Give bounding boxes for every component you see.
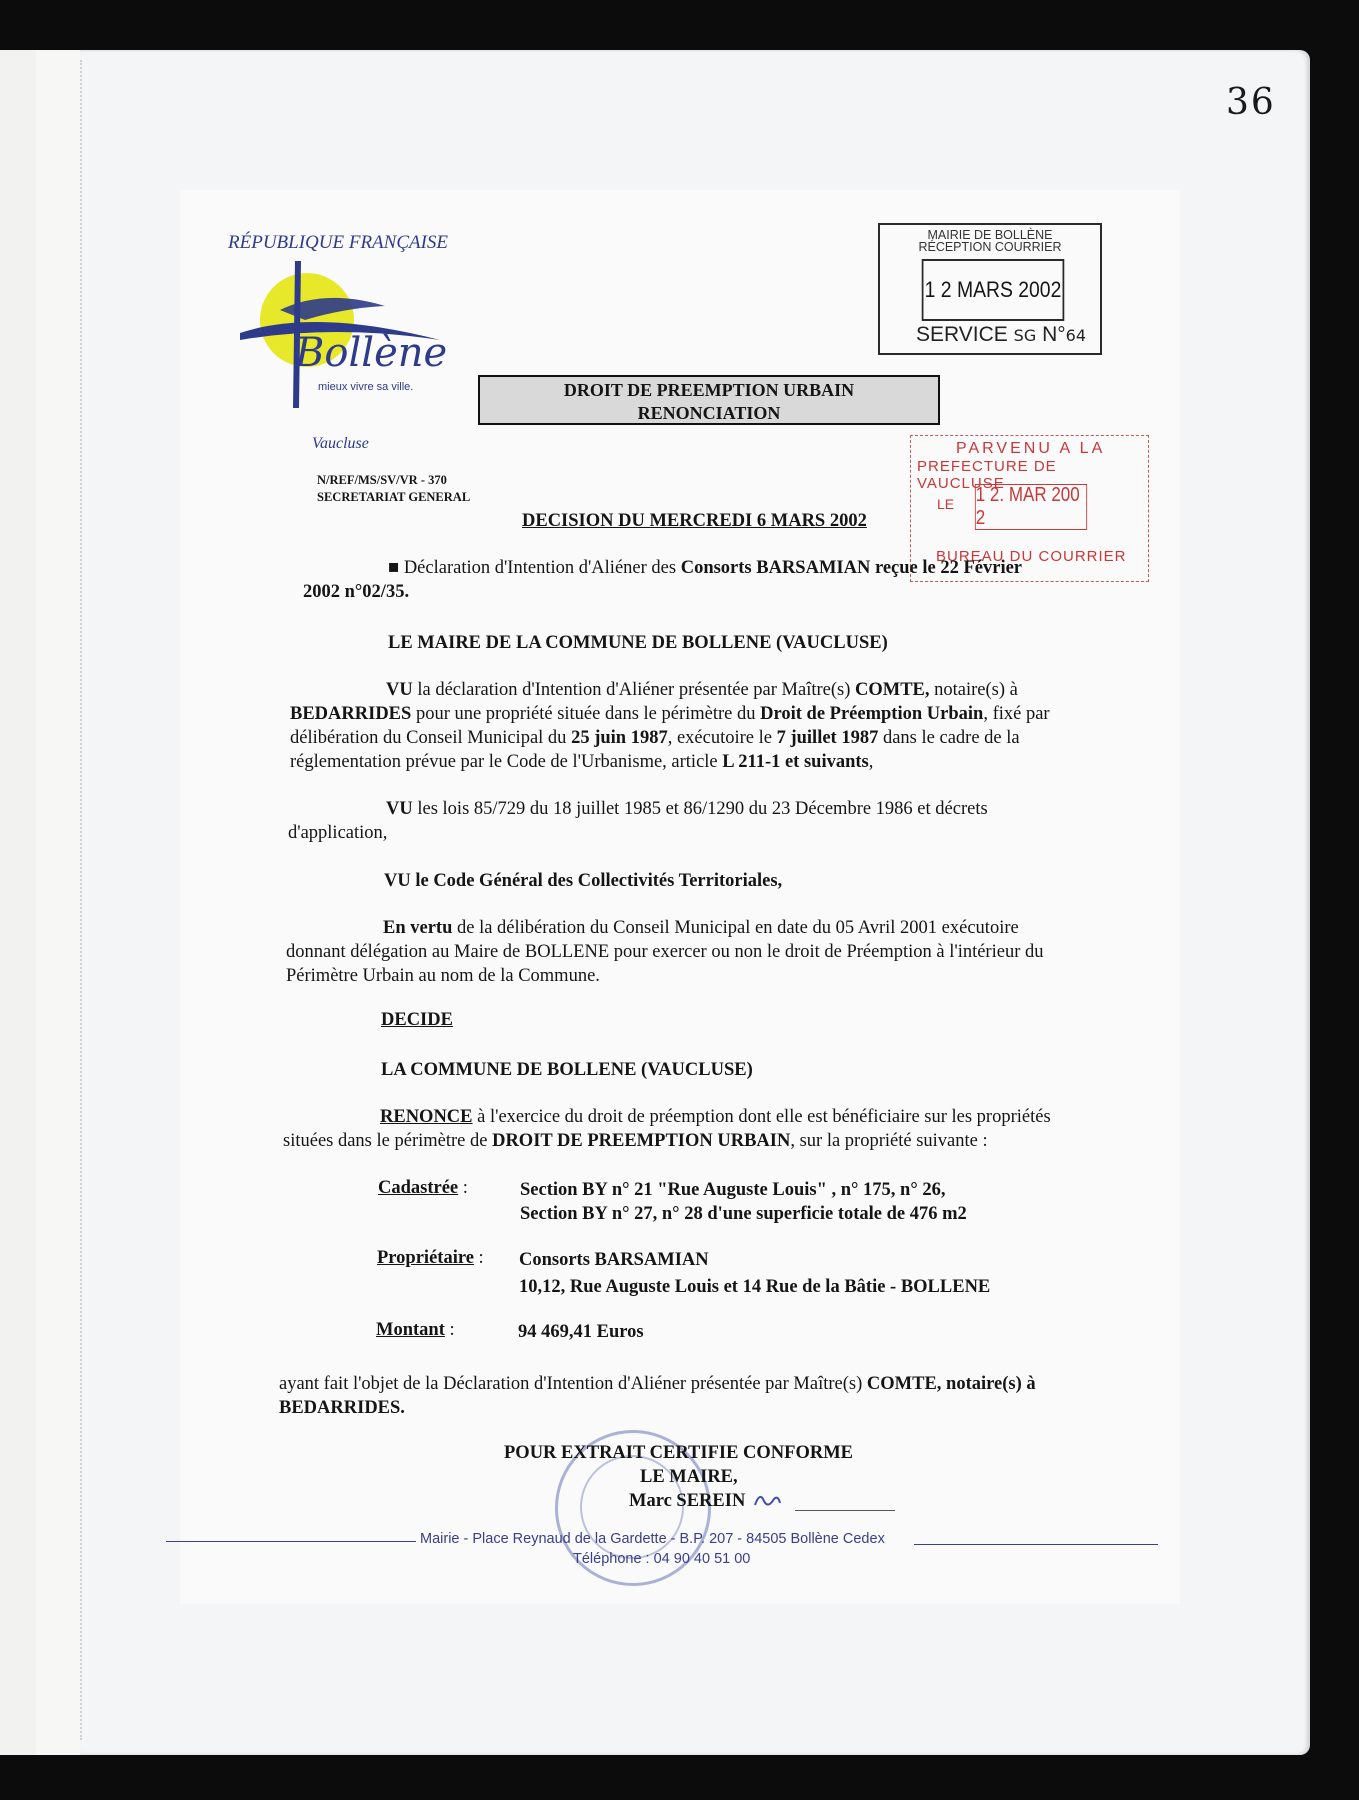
cadastre-label: Cadastrée : — [378, 1178, 468, 1198]
decision-heading: DECISION DU MERCREDI 6 MARS 2002 — [522, 511, 867, 531]
prefecture-stamp-line3: BUREAU DU COURRIER — [936, 548, 1127, 565]
vu3-line: VU le Code Général des Collectivités Territoriales, — [384, 871, 783, 891]
footer-rule-left — [166, 1541, 416, 1542]
dia-line2: 2002 n°02/35. — [303, 582, 410, 602]
commune-heading: LA COMMUNE DE BOLLENE (VAUCLUSE) — [381, 1060, 753, 1080]
binder-spine — [36, 50, 83, 1755]
vu2-line2: d'application, — [288, 823, 388, 843]
amount-value: 94 469,41 Euros — [518, 1322, 644, 1342]
en-vertu-line1: En vertu de la délibération du Conseil Municipal en date du 05 Avril 2001 exécutoire — [383, 918, 1019, 938]
service-name: SECRETARIAT GENERAL — [317, 490, 471, 504]
vu2-line1: VU les lois 85/729 du 18 juillet 1985 et 86/1290 du 23 Décembre 1986 et décrets — [386, 799, 988, 819]
closing-line2: BEDARRIDES. — [279, 1398, 405, 1418]
document-title-line1: DROIT DE PREEMPTION URBAIN — [563, 380, 855, 400]
handwritten-initial — [752, 1487, 782, 1512]
signature-line1: POUR EXTRAIT CERTIFIE CONFORME — [504, 1443, 853, 1463]
bollene-logo — [235, 258, 465, 418]
owner-line1: Consorts BARSAMIAN — [519, 1250, 709, 1270]
vu1-line4: réglementation prévue par le Code de l'Urbanisme, article L 211-1 et suivants, — [290, 752, 874, 772]
footer-rule-right — [914, 1544, 1158, 1545]
document-title-box — [478, 375, 940, 425]
reception-stamp — [878, 223, 1102, 355]
maire-heading: LE MAIRE DE LA COMMUNE DE BOLLENE (VAUCLUSE) — [388, 633, 888, 653]
prefecture-stamp-line2: PREFECTURE DE VAUCLUSE — [917, 458, 1057, 492]
reception-stamp-date: 1 2 MARS 2002 — [922, 259, 1065, 321]
reception-stamp-service: SERVICE SG N°64 — [916, 323, 1087, 346]
binding-stitch — [80, 60, 82, 1740]
logo-wordmark: Bollène — [295, 330, 448, 376]
owner-label: Propriétaire : — [377, 1248, 484, 1268]
reference-block — [317, 472, 470, 506]
reception-stamp-line2: RÉCEPTION COURRIER — [918, 240, 1062, 254]
cadastre-line1: Section BY n° 21 "Rue Auguste Louis" , n° 175, n° 26, — [520, 1180, 946, 1200]
en-vertu-line3: Périmètre Urbain au nom de la Commune. — [286, 966, 600, 986]
renonce-line2: situées dans le périmètre de DROIT DE PREEMPTION URBAIN, sur la propriété suivante : — [283, 1131, 988, 1151]
prefecture-stamp-le: LE — [937, 496, 955, 512]
prefecture-stamp-date: 1 2. MAR 200 2 — [975, 484, 1087, 530]
en-vertu-line2: donnant délégation au Maire de BOLLENE pour exercer ou non le droit de Préemption à l'intérieur du — [286, 942, 1044, 962]
department-label: Vaucluse — [312, 435, 369, 452]
signature-line2: LE MAIRE, — [640, 1467, 738, 1487]
vu1-line2: BEDARRIDES pour une propriété située dans le périmètre du Droit de Préemption Urbain, fixé par — [290, 704, 1050, 724]
vu1-line3: délibération du Conseil Municipal du 25 juin 1987, exécutoire le 7 juillet 1987 dans le cadre de la — [290, 728, 1020, 748]
footer-address: Mairie - Place Reynaud de la Gardette - B.P. 207 - 84505 Bollène Cedex — [420, 1531, 885, 1547]
footer-phone: Téléphone : 04 90 40 51 00 — [573, 1551, 751, 1567]
signature-underline — [795, 1510, 895, 1511]
owner-line2: 10,12, Rue Auguste Louis et 14 Rue de la Bâtie - BOLLENE — [519, 1277, 991, 1297]
closing-line1: ayant fait l'objet de la Déclaration d'Intention d'Aliéner présentée par Maître(s) COMTE, notaire(s) à — [279, 1374, 1036, 1394]
decide-heading: DECIDE — [381, 1010, 453, 1030]
prefecture-stamp-line1: PARVENU A LA — [956, 440, 1106, 457]
signature-line3: Marc SEREIN — [629, 1491, 746, 1511]
renonce-line1: RENONCE à l'exercice du droit de préemption dont elle est bénéficiaire sur les propriétés — [380, 1107, 1051, 1127]
logo-tagline: mieux vivre sa ville. — [318, 381, 414, 393]
vu1-line1: VU la déclaration d'Intention d'Aliéner présentée par Maître(s) COMTE, notaire(s) à — [386, 680, 1018, 700]
amount-label: Montant : — [376, 1320, 455, 1340]
dia-line1: ■ Déclaration d'Intention d'Aliéner des Consorts BARSAMIAN reçue le 22 Février — [388, 558, 1023, 578]
document-title-line2: RENONCIATION — [637, 403, 781, 423]
country-header: RÉPUBLIQUE FRANÇAISE — [228, 232, 449, 253]
reception-stamp-line1: MAIRIE DE BOLLÈNE — [927, 228, 1053, 242]
reference-number: N/REF/MS/SV/VR - 370 — [317, 473, 447, 487]
cadastre-line2: Section BY n° 27, n° 28 d'une superficie totale de 476 m2 — [520, 1204, 967, 1224]
page-number: 36 — [1226, 82, 1276, 123]
